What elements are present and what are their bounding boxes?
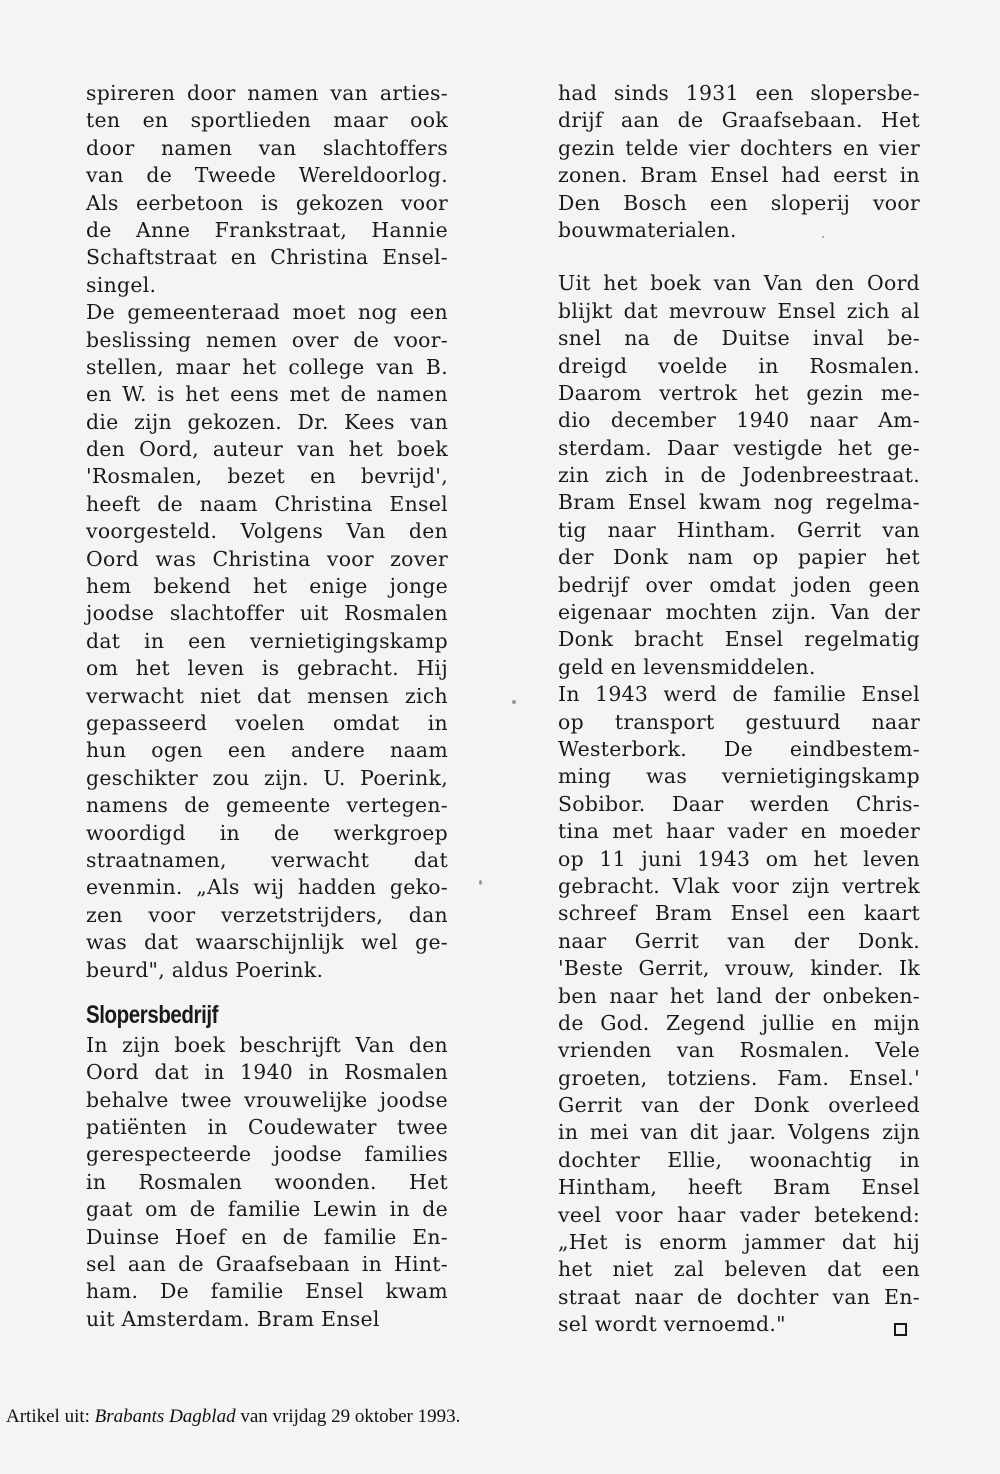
- paragraph-gap: [558, 244, 920, 270]
- text-line: eigenaar mochten zijn. Van der: [558, 600, 920, 625]
- text-line: „Het is enorm jammer dat hij: [558, 1230, 920, 1255]
- text-line: ming was vernietigingskamp: [558, 764, 920, 789]
- text-line: dio december 1940 naar Am-: [558, 408, 920, 433]
- left-column: [86, 80, 448, 1333]
- text-line: veel voor haar vader betekend:: [558, 1202, 920, 1227]
- text-line: en W. is het eens met de namen: [86, 382, 448, 407]
- text-line: stellen, maar het college van B.: [86, 354, 448, 379]
- text-line: groeten, totziens. Fam. Ensel.': [558, 1065, 920, 1090]
- text-line: Westerbork. De eindbestem-: [558, 736, 920, 761]
- text-line: sterdam. Daar vestigde het ge-: [558, 435, 920, 460]
- text-line: sel wordt vernoemd.": [558, 1312, 786, 1337]
- print-speck: [512, 700, 516, 704]
- text-line: woordigd in de werkgroep: [86, 820, 448, 845]
- text-line: dochter Ellie, woonachtig in: [558, 1147, 920, 1172]
- text-line: 'Beste Gerrit, vrouw, kinder. Ik: [558, 956, 920, 981]
- text-line: Schaftstraat en Christina Ensel-: [86, 245, 448, 270]
- text-line: tina met haar vader en moeder: [558, 819, 920, 844]
- text-line: op 11 juni 1943 om het leven: [558, 846, 920, 871]
- text-line: zonen. Bram Ensel had eerst in: [558, 163, 920, 188]
- text-line: Oord was Christina voor zover: [86, 546, 448, 571]
- article-end-mark: [894, 1323, 907, 1336]
- text-line: verwacht niet dat mensen zich: [86, 683, 448, 708]
- text-line: door namen van slachtoffers: [86, 135, 448, 160]
- text-line: behalve twee vrouwelijke joodse: [86, 1087, 448, 1112]
- text-line: drijf aan de Graafsebaan. Het: [558, 108, 920, 133]
- text-line: evenmin. „Als wij hadden geko-: [86, 875, 448, 900]
- text-line: gepasseerd voelen omdat in: [86, 710, 448, 735]
- text-line: hem bekend het enige jonge: [86, 574, 448, 599]
- text-line: De gemeenteraad moet nog een: [86, 300, 448, 325]
- left-paragraphs-section: [86, 1032, 448, 1333]
- text-line: Bram Ensel kwam nog regelma-: [558, 490, 920, 515]
- text-line: had sinds 1931 een slopersbe-: [558, 81, 920, 105]
- text-line: dreigd voelde in Rosmalen.: [558, 353, 920, 378]
- text-line: uit Amsterdam. Bram Ensel: [86, 1306, 380, 1331]
- text-line: de God. Zegend jullie en mijn: [558, 1010, 920, 1035]
- text-line: zen voor verzetstrijders, dan: [86, 902, 448, 927]
- text-line: bedrijf over omdat joden geen: [558, 572, 920, 597]
- text-line: was dat waarschijnlijk wel ge-: [86, 930, 448, 955]
- source-prefix: Artikel uit:: [6, 1406, 95, 1427]
- text-line: der Donk nam op papier het: [558, 545, 920, 570]
- text-line: Donk bracht Ensel regelmatig: [558, 627, 920, 652]
- left-paragraphs-intro: [86, 80, 448, 984]
- text-line: In 1943 werd de familie Ensel: [558, 682, 920, 707]
- right-paragraphs-main: [558, 270, 920, 1338]
- text-line: ham. De familie Ensel kwam: [86, 1279, 448, 1304]
- text-line: om het leven is gebracht. Hij: [86, 656, 448, 681]
- text-line: beurd", aldus Poerink.: [86, 957, 324, 982]
- text-line: ten en sportlieden maar ook: [86, 108, 448, 133]
- text-line: 'Rosmalen, bezet en bevrijd',: [86, 464, 448, 489]
- text-line: ben naar het land der onbeken-: [558, 983, 920, 1008]
- text-line: Oord dat in 1940 in Rosmalen: [86, 1060, 448, 1085]
- text-line: de Anne Frankstraat, Hannie: [86, 217, 448, 242]
- text-line: vrienden van Rosmalen. Vele: [558, 1038, 920, 1063]
- text-line: blijkt dat mevrouw Ensel zich al: [558, 298, 920, 323]
- right-paragraph-continuation: [558, 80, 920, 244]
- text-line: Sobibor. Daar werden Chris-: [558, 791, 920, 816]
- text-line: gaat om de familie Lewin in de: [86, 1197, 448, 1222]
- text-line: op transport gestuurd naar: [558, 709, 920, 734]
- text-line: gebracht. Vlak voor zijn vertrek: [558, 873, 920, 898]
- text-line: beslissing nemen over de voor-: [86, 327, 448, 352]
- text-line: spireren door namen van arties-: [86, 81, 448, 105]
- text-line: Hintham, heeft Bram Ensel: [558, 1175, 920, 1200]
- print-speck: [479, 880, 482, 885]
- text-line: voorgesteld. Volgens Van den: [86, 519, 448, 544]
- text-line: in mei van dit jaar. Volgens zijn: [558, 1120, 920, 1145]
- section-subheading: Slopersbedrijf: [86, 1000, 219, 1029]
- right-column: [558, 80, 920, 1339]
- text-line: Duinse Hoef en de familie En-: [86, 1224, 448, 1249]
- text-line: dat in een vernietigingskamp: [86, 628, 448, 653]
- text-line: Daarom vertrok het gezin me-: [558, 380, 920, 405]
- text-line: den Oord, auteur van het boek: [86, 437, 448, 462]
- text-line: sel aan de Graafsebaan in Hint-: [86, 1252, 448, 1277]
- text-line: geld en levensmiddelen.: [558, 654, 816, 679]
- text-line: van de Tweede Wereldoorlog.: [86, 163, 448, 188]
- text-line: hun ogen een andere naam: [86, 738, 448, 763]
- text-line: Den Bosch een sloperij voor: [558, 190, 920, 215]
- source-suffix: van vrijdag 29 oktober 1993.: [235, 1406, 461, 1427]
- source-publication: Brabants Dagblad: [94, 1406, 236, 1427]
- text-line: die zijn gekozen. Dr. Kees van: [86, 409, 448, 434]
- text-line: Uit het boek van Van den Oord: [558, 271, 920, 296]
- text-line: In zijn boek beschrijft Van den: [86, 1032, 448, 1057]
- text-line: straat naar de dochter van En-: [558, 1284, 920, 1309]
- text-line: patiënten in Coudewater twee: [86, 1115, 448, 1140]
- text-line: straatnamen, verwacht dat: [86, 847, 448, 872]
- text-line: het niet zal beleven dat een: [558, 1257, 920, 1282]
- text-line: zin zich in de Jodenbreestraat.: [558, 463, 920, 488]
- text-line: Gerrit van der Donk overleed: [558, 1093, 920, 1118]
- print-speck: [822, 236, 824, 238]
- text-line: heeft de naam Christina Ensel: [86, 491, 448, 516]
- text-line: snel na de Duitse inval be-: [558, 326, 920, 351]
- text-line: Als eerbetoon is gekozen voor: [86, 190, 448, 215]
- text-line: joodse slachtoffer uit Rosmalen: [86, 601, 448, 626]
- article-source-caption: [6, 1406, 460, 1428]
- text-line: schreef Bram Ensel een kaart: [558, 901, 920, 926]
- text-line: geschikter zou zijn. U. Poerink,: [86, 765, 448, 790]
- text-line: gezin telde vier dochters en vier: [558, 135, 920, 160]
- text-line: namens de gemeente vertegen-: [86, 793, 448, 818]
- text-line: in Rosmalen woonden. Het: [86, 1169, 448, 1194]
- text-line: tig naar Hintham. Gerrit van: [558, 517, 920, 542]
- text-line: naar Gerrit van der Donk.: [558, 928, 920, 953]
- text-line: singel.: [86, 272, 157, 297]
- text-line: gerespecteerde joodse families: [86, 1142, 448, 1167]
- section-gap: [86, 984, 448, 998]
- text-line: bouwmaterialen.: [558, 217, 737, 242]
